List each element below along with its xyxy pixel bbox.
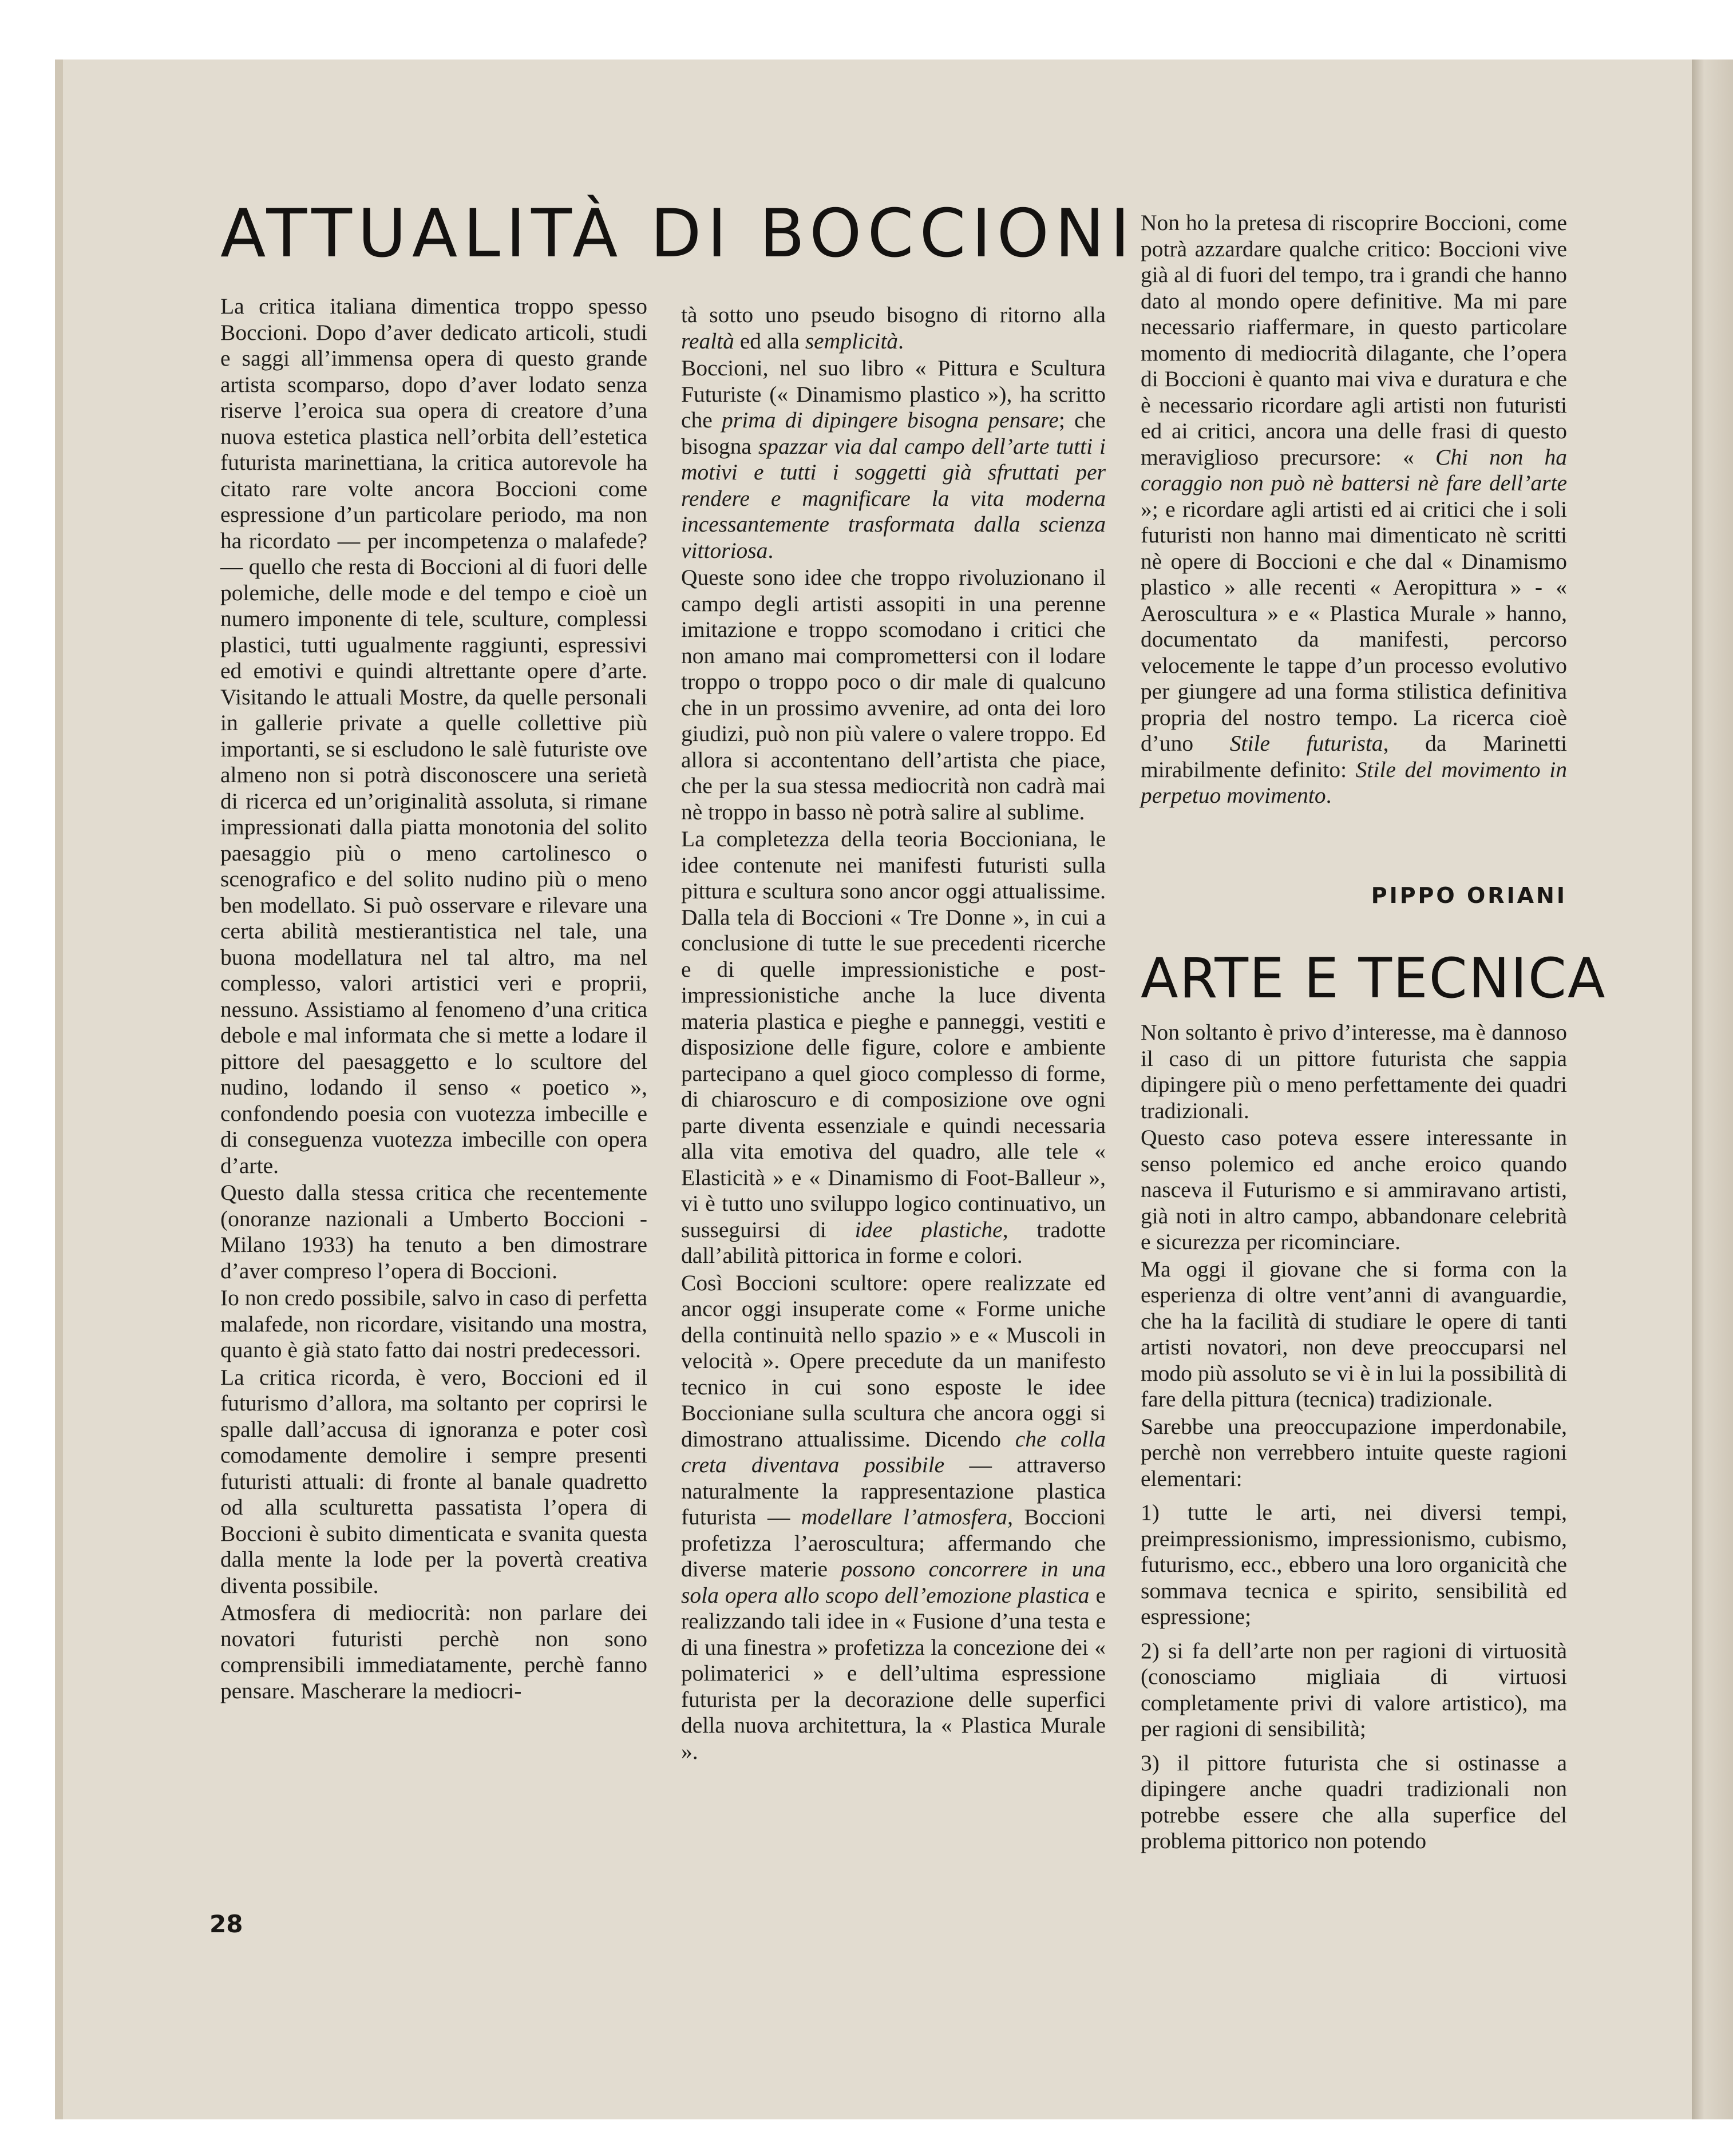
author-signature: PIPPO ORIANI	[1371, 883, 1567, 908]
page-edge-shadow	[1692, 60, 1733, 2119]
article-title-attualita: ATTUALITÀ DI BOCCIONI	[220, 195, 1135, 272]
list-item: 1) tutte le arti, nei diversi tempi, preimpressionismo, impressionismo, cubismo, futurismo, ecc., ebbero una loro organicità che sommava tecnica e spirito, sensibilità ed espressione;	[1141, 1500, 1567, 1629]
article-column-2	[681, 302, 1106, 1765]
paragraph: Boccioni, nel suo libro « Pittura e Scultura Futuriste (« Dinamismo plastico »), ha scritto che prima di dipingere bisogna pensare; che bisogna spazzar via dal campo dell’arte tutti i motivi e tutti i soggetti già sfruttati per rendere e magnificare la vita moderna incessantemente trasformata dalla scienza vittoriosa.	[681, 355, 1106, 563]
paragraph: La completezza della teoria Boccioniana, le idee contenute nei manifesti futuristi sulla pittura e scultura sono ancor oggi attualissime. Dalla tela di Boccioni « Tre Donne », in cui a conclusione di tutte le sue precedenti ricerche e di quelle impressionistiche e post-impressionistiche anche la luce diventa materia plastica e pieghe e panneggi, vestiti e disposizione delle figure, colore e ambiente partecipano a quel gioco complesso di forme, di chiaroscuro e di composizione ove ogni parte diventa essenziale e quindi necessaria alla vita emotiva del quadro, alle tele « Elasticità » e « Dinamismo di Foot-Balleur », vi è tutto uno sviluppo logico continuativo, un susseguirsi di idee plastiche, tradotte dall’abilità pittorica in forme e colori.	[681, 826, 1106, 1268]
paragraph: Ma oggi il giovane che si forma con la esperienza di oltre vent’anni di avanguardie, che ha la facilità di studiare le opere di tanti artisti novatori, non deve preoccuparsi nel modo più assoluto se vi è in lui la possibilità di fare della pittura (tecnica) tradizionale.	[1141, 1256, 1567, 1412]
paragraph: Sarebbe una preoccupazione imperdonabile, perchè non verrebbero intuite queste ragioni elementari:	[1141, 1413, 1567, 1491]
paragraph: Questo dalla stessa critica che recentemente (onoranze nazionali a Umberto Boccioni - Milano 1933) ha tenuto a ben dimostrare d’aver compreso l’opera di Boccioni.	[220, 1180, 647, 1283]
article-column-4	[1141, 1020, 1567, 1854]
paragraph: Non soltanto è privo d’interesse, ma è dannoso il caso di un pittore futurista che sappia dipingere più o meno perfettamente dei quadri tradizionali.	[1141, 1020, 1567, 1123]
paragraph: Questo caso poteva essere interessante in senso polemico ed anche eroico quando nasceva il Futurismo e si ammiravano artisti, già noti in altro campo, abbandonare celebrità e sicurezza per ricominciare.	[1141, 1125, 1567, 1254]
article-column-1	[220, 294, 647, 1704]
paragraph-continued: Atmosfera di mediocrità: non parlare dei novatori futuristi perchè non sono comprensibili immediatamente, perchè fanno pensare. Mascherare la mediocri-	[220, 1600, 647, 1703]
paragraph: La critica italiana dimentica troppo spesso Boccioni. Dopo d’aver dedicato articoli, studi e saggi all’immensa opera di questo grande artista scomparso, dopo d’aver lodato senza riserve l’eroica sua opera di creatore d’una nuova estetica plastica nell’orbita dell’estetica futurista marinettiana, la critica autorevole ha citato rare volte ancora Boccioni come espressione d’un particolare periodo, ma non ha ricordato — per incompetenza o malafede? — quello che resta di Boccioni al di fuori delle polemiche, delle mode e del tempo e cioè un numero imponente di tele, sculture, complessi plastici, tutti ugualmente raggiunti, espressivi ed emotivi e quindi altrettante opere d’arte. Visitando le attuali Mostre, da quelle personali in gallerie private a quelle collettive più importanti, se si escludono le salè futuriste ove almeno non si potrà disconoscere una serietà di ricerca ed un’originalità assoluta, si rimane impressionati dalla piatta monotonia del solito paesaggio più o meno cartolinesco o scenografico e del solito nudino più o meno ben modellato. Si può osservare e rilevare una certa abilità mestierantistica nel tale, una buona modellatura nel tal altro, ma nel complesso, valori artistici veri e proprii, nessuno. Assistiamo al fenomeno d’una critica debole e mal informata che si mette a lodare il pittore del paesaggetto e lo scultore del nudino, lodando il senso « poetico », confondendo poesia con vuotezza imbecille e di conseguenza vuotezza imbecille con opera d’arte.	[220, 294, 647, 1178]
list-item: 3) il pittore futurista che si ostinasse a dipingere anche quadri tradizionali non potrebbe essere che alla superfice del problema pittorico non potendo	[1141, 1750, 1567, 1853]
paragraph: La critica ricorda, è vero, Boccioni ed il futurismo d’allora, ma soltanto per coprirsi le spalle dall’accusa di ignoranza e poter così comodamente demolire i sempre presenti futuristi attuali: di fronte al banale quadretto od alla sculturetta passatista l’opera di Boccioni è subito dimenticata e svanita questa dalla mente la lode per la povertà creativa diventa possibile.	[220, 1364, 647, 1598]
paragraph: Io non credo possibile, salvo in caso di perfetta malafede, non ricordare, visitando una mostra, quanto è già stato fatto dai nostri predecessori.	[220, 1285, 647, 1362]
article-title-arte-e-tecnica: ARTE E TECNICA	[1141, 946, 1607, 1010]
paragraph: Così Boccioni scultore: opere realizzate ed ancor oggi insuperate come « Forme uniche della continuità nello spazio » e « Muscoli in velocità ». Opere precedute da un manifesto tecnico in cui sono esposte le idee Boccioniane sulla scultura che ancora oggi si dimostrano attualissime. Dicendo che colla creta diventava possibile — attraverso naturalmente la rappresentazione plastica futurista — modellare l’atmosfera, Boccioni profetizza l’aeroscultura; affermando che diverse materie possono concorrere in una sola opera allo scopo dell’emozione plastica e realizzando tali idee in « Fusione d’una testa e di una finestra » profetizza la concezione dei « polimaterici » e dell’ultima espressione futurista per la decorazione delle superfici della nuova architettura, la « Plastica Murale ».	[681, 1270, 1106, 1764]
paragraph: Queste sono idee che troppo rivoluzionano il campo degli artisti assopiti in una perenne imitazione e troppo scomodano i critici che non amano mai compromettersi con il lodare troppo o troppo poco o dir male di qualcuno che in un prossimo avvenire, ad onta dei loro giudizi, può non più valere o valere troppo. Ed allora si accontentano dell’artista che piace, che per la sua stessa mediocrità non cadrà mai nè troppo in basso nè potrà salire al sublime.	[681, 565, 1106, 825]
page-number: 28	[209, 1910, 243, 1938]
list-item: 2) si fa dell’arte non per ragioni di virtuosità (conosciamo migliaia di virtuosi completamente privi di valore artistico), ma per ragioni di sensibilità;	[1141, 1638, 1567, 1741]
article-column-3	[1141, 210, 1567, 809]
paragraph: Non ho la pretesa di riscoprire Boccioni, come potrà azzardare qualche critico: Boccioni vive già al di fuori del tempo, tra i grandi che hanno dato al mondo opere definitive. Ma mi pare necessario riaffermare, in questo particolare momento di mediocrità dilagante, che l’opera di Boccioni è quanto mai viva e duratura e che è necessario ricordare agli artisti non futuristi ed ai critici, ancora una delle frasi di questo meraviglioso precursore: « Chi non ha coraggio non può nè battersi nè fare dell’arte »; e ricordare agli artisti ed ai critici che i soli futuristi non hanno mai dimenticato nè scritti nè opere di Boccioni e che dal « Dinamismo plastico » alle recenti « Aeropittura » - « Aeroscultura » e « Plastica Murale » hanno, documentato da manifesti, percorso velocemente le tappe d’un processo evolutivo per giungere ad una forma stilistica definitiva propria del nostro tempo. La ricerca cioè d’uno Stile futurista, da Marinetti mirabilmente definito: Stile del movimento in perpetuo movimento.	[1141, 210, 1568, 808]
paragraph-continuation: tà sotto uno pseudo bisogno di ritorno alla realtà ed alla semplicità.	[681, 302, 1106, 354]
